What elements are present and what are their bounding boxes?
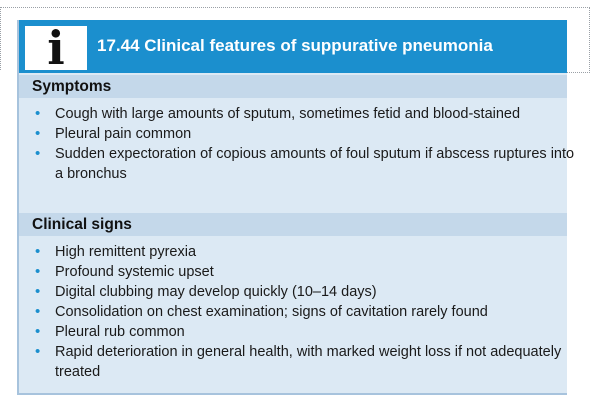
list-item xyxy=(19,322,575,342)
list-item-text: Sudden expectoration of copious amounts of foul sputum if abscess ruptures into a bronchus xyxy=(55,146,575,182)
list-item-text: Pleural rub common xyxy=(55,324,185,340)
box-header xyxy=(19,20,567,73)
section-heading-symptoms xyxy=(19,75,567,98)
bullet-icon: • xyxy=(35,343,41,360)
bullet-icon: • xyxy=(35,283,41,300)
selection-border-top xyxy=(0,7,590,8)
selection-border-right-notch xyxy=(566,72,590,73)
bullet-icon: • xyxy=(35,323,41,340)
list-item-text: High remittent pyrexia xyxy=(55,244,197,260)
list-item xyxy=(19,342,575,382)
list-item xyxy=(19,124,575,144)
list-item-text: Consolidation on chest examination; signs of cavitation rarely found xyxy=(55,304,488,320)
list-item-text: Rapid deterioration in general health, with marked weight loss if not adequately treated xyxy=(55,344,562,380)
list-item xyxy=(19,104,575,124)
list-item xyxy=(19,262,575,282)
bullet-icon: • xyxy=(35,303,41,320)
bullet-icon: • xyxy=(35,125,41,142)
info-icon-glyph: i xyxy=(47,21,65,75)
bullet-icon: • xyxy=(35,263,41,280)
list-item xyxy=(19,242,575,262)
selection-border-right xyxy=(589,7,590,73)
list-item-text: Digital clubbing may develop quickly (10–14 days) xyxy=(55,284,377,300)
bullet-icon: • xyxy=(35,105,41,122)
section-heading-label: Clinical signs xyxy=(32,216,132,233)
list-item xyxy=(19,302,575,322)
section-heading-label: Symptoms xyxy=(32,78,112,95)
list-item-text: Profound systemic upset xyxy=(55,264,214,280)
bullet-icon: • xyxy=(35,145,41,162)
list-item-text: Pleural pain common xyxy=(55,126,192,142)
info-box xyxy=(17,20,575,395)
symptoms-list xyxy=(19,104,575,184)
box-title: 17.44 Clinical features of suppurative pneumonia xyxy=(97,36,493,55)
section-heading-clinical-signs xyxy=(19,213,567,236)
clinical-signs-list xyxy=(19,242,575,382)
selection-border-left xyxy=(0,7,1,70)
info-icon xyxy=(25,21,87,75)
bullet-icon: • xyxy=(35,243,41,260)
list-item-text: Cough with large amounts of sputum, sometimes fetid and blood-stained xyxy=(55,106,521,122)
list-item xyxy=(19,282,575,302)
list-item xyxy=(19,144,575,184)
